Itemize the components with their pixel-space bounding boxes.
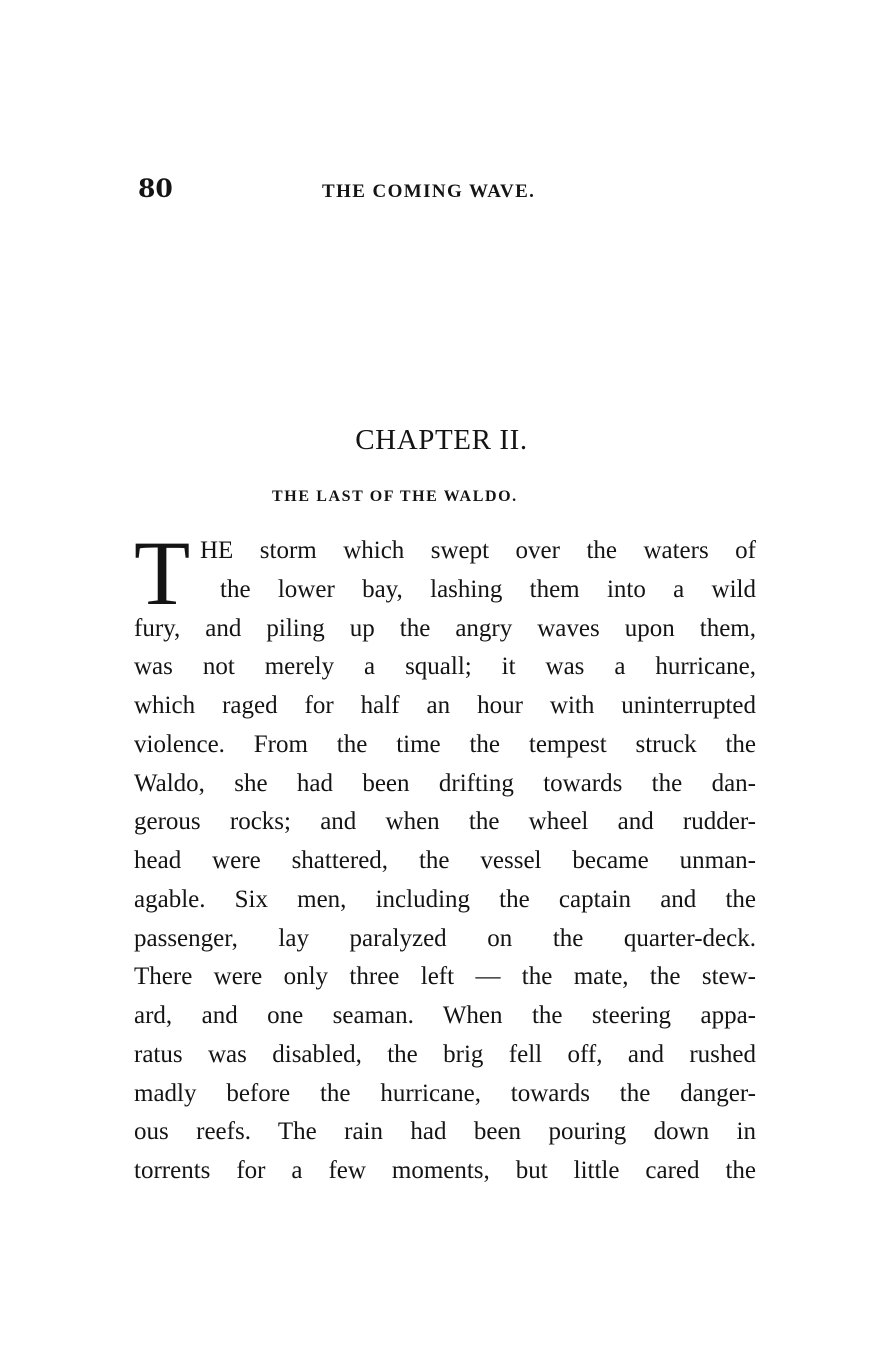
text-line: agable. Six men, including the captain and the (134, 885, 756, 913)
running-head (138, 174, 588, 208)
body-text (134, 522, 756, 1191)
text-line: torrents for a few moments, but little cared the (134, 1157, 756, 1184)
text-line: HE storm which swept over the waters of (200, 537, 756, 564)
text-line: ous reefs. The rain had been pouring down in (134, 1118, 756, 1146)
chapter-title (0, 422, 883, 458)
text-line: madly before the hurricane, towards the danger- (134, 1079, 756, 1107)
text-line: gerous rocks; and when the wheel and rudder- (134, 808, 756, 836)
drop-cap: T (134, 522, 191, 624)
text-line: There were only three left — the mate, the stew- (134, 963, 756, 991)
text-line: violence. From the time the tempest struck the (134, 730, 756, 758)
text-line: Waldo, she had been drifting towards the dan- (134, 769, 756, 797)
text-line: head were shattered, the vessel became unman- (134, 847, 756, 874)
text-line: fury, and piling up the angry waves upon them, (134, 614, 756, 642)
text-line: was not merely a squall; it was a hurricane, (134, 653, 756, 681)
text-line: the lower bay, lashing them into a wild (220, 575, 756, 603)
text-line: ratus was disabled, the brig fell off, and rushed (134, 1040, 756, 1068)
page-number: 80 (138, 174, 173, 203)
chapter-subtitle: THE LAST OF THE WALDO. (272, 488, 518, 505)
running-title: THE COMING WAVE. (322, 181, 536, 202)
chapter-title-text: CHAPTER II. (355, 424, 528, 456)
text-line: which raged for half an hour with uninterrupted (134, 692, 756, 719)
text-line: ard, and one seaman. When the steering appa- (134, 1002, 756, 1029)
text-line: passenger, lay paralyzed on the quarter-deck. (134, 924, 756, 952)
